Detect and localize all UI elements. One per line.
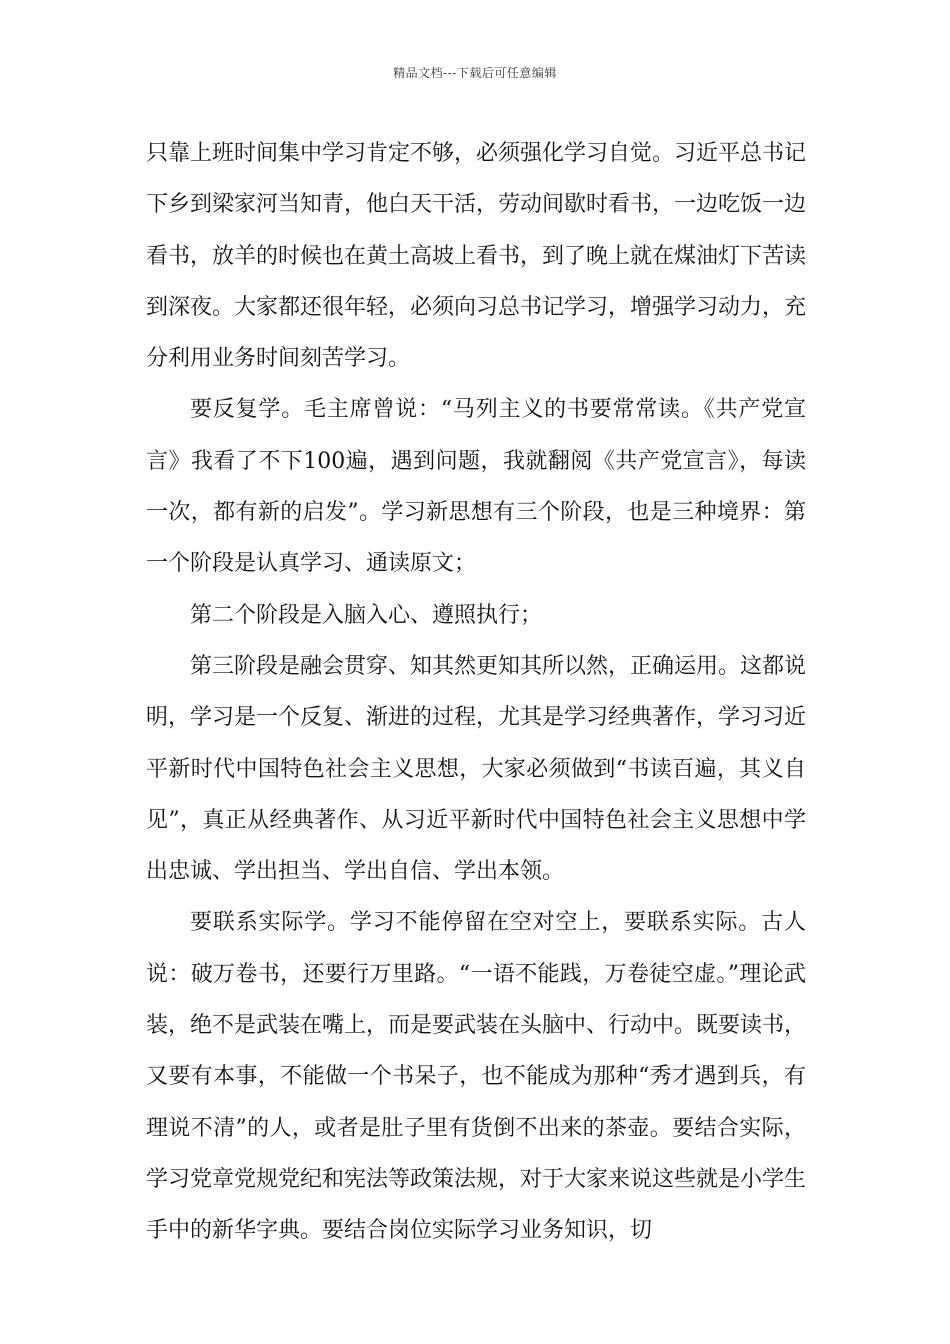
paragraph-5: 要联系实际学。学习不能停留在空对空上，要联系实际。古人说：破万卷书，还要行万里路。“一语不能践，万卷徒空虚。”理论武装，绝不是武装在嘴上，而是要武装在头脑中、行动中。既要读书，又要有本事，不能做一个书呆子，也不能成为那种“秀才遇到兵，有理说不清”的人，或者是肚子里有货倒不出来的茶壶。要结合实际，学习党章党规党纪和宪法等政策法规，对于大家来说这些就是小学生手中的新华字典。要结合岗位实际学习业务知识，切 xyxy=(146,910,807,1244)
paragraph-1: 只靠上班时间集中学习肯定不够，必须强化学习自觉。习近平总书记下乡到梁家河当知青，他白天干活，劳动间歇时看书，一边吃饭一边看书，放羊的时候也在黄土高坡上看书，到了晚上就在煤油灯下苦读到深夜。大家都还很年轻，必须向习总书记学习，增强学习动力，充分利用业务时间刻苦学习。 xyxy=(146,141,807,372)
page-header: 精品文档---下载后可任意编辑 xyxy=(393,66,557,80)
paragraph-4: 第三阶段是融会贯穿、知其然更知其所以然，正确运用。这都说明，学习是一个反复、渐进的过程，尤其是学习经典著作，学习习近平新时代中国特色社会主义思想，大家必须做到“书读百遍，其义自见”，真正从经典著作、从习近平新时代中国特色社会主义思想中学出忠诚、学出担当、学出自信、学出本领。 xyxy=(146,653,807,885)
paragraph-2: 要反复学。毛主席曾说：“马列主义的书要常常读。《共产党宣言》我看了不下100遍，遇到问题，我就翻阅《共产党宣言》，每读一次，都有新的启发”。学习新思想有三个阶段，也是三种境界：第一个阶段是认真学习、通读原文； xyxy=(146,397,806,577)
paragraph-3: 第二个阶段是入脑入心、遵照执行； xyxy=(190,602,543,628)
document-body xyxy=(146,128,806,1257)
